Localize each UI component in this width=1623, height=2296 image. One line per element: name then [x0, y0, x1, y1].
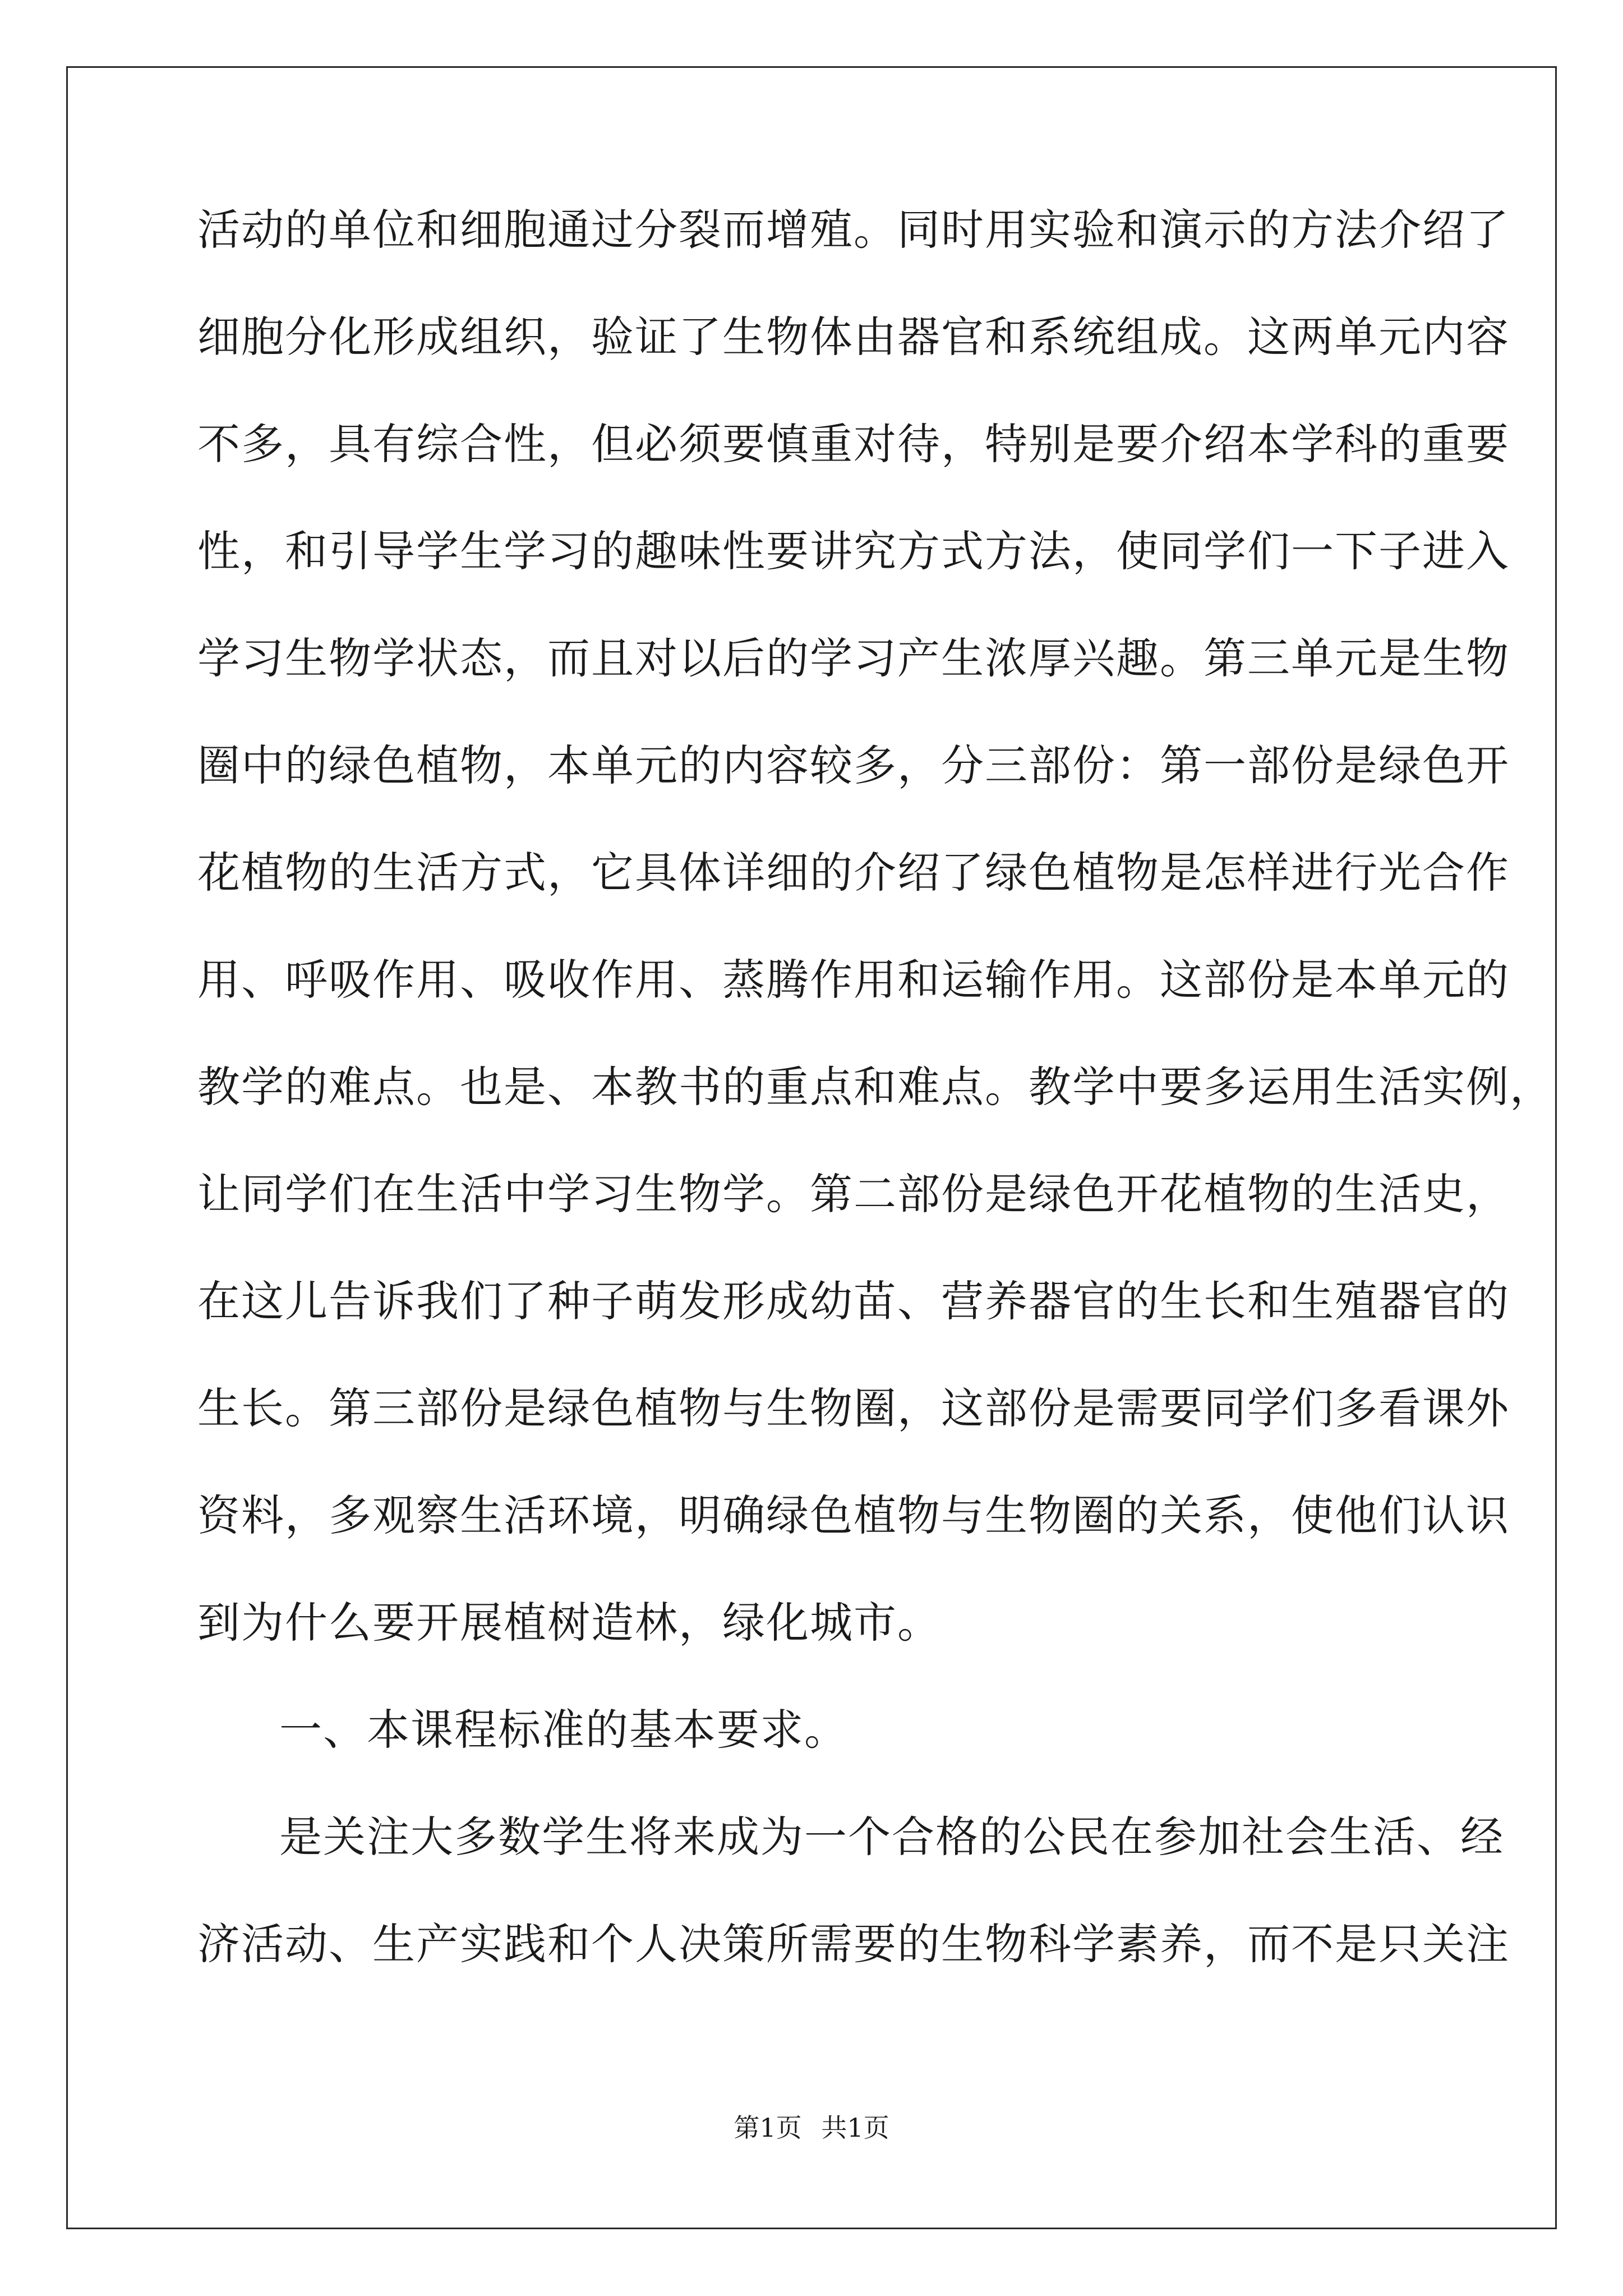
- page-number: 第1页: [734, 2113, 802, 2143]
- page-total: 共1页: [821, 2113, 889, 2143]
- document-body: [197, 205, 1553, 2030]
- page-footer: [0, 2115, 1623, 2141]
- text-line: 教学的难点。也是、本教书的重点和难点。教学中要多运用生活实例，: [197, 1062, 1553, 1112]
- text-line: 资料，多观察生活环境，明确绿色植物与生物圈的关系，使他们认识: [197, 1490, 1510, 1540]
- text-line: 是关注大多数学生将来成为一个合格的公民在参加社会生活、经: [279, 1812, 1504, 1862]
- text-line: 细胞分化形成组织，验证了生物体由器官和系统组成。这两单元内容: [197, 312, 1510, 362]
- section-heading: 一、本课程标准的基本要求。: [279, 1705, 848, 1755]
- text-line: 在这儿告诉我们了种子萌发形成幼苗、营养器官的生长和生殖器官的: [197, 1276, 1510, 1326]
- text-line: 到为什么要开展植树造林，绿化城市。: [197, 1598, 941, 1648]
- text-line: 用、呼吸作用、吸收作用、蒸腾作用和运输作用。这部份是本单元的: [197, 955, 1510, 1005]
- text-line: 学习生物学状态，而且对以后的学习产生浓厚兴趣。第三单元是生物: [197, 633, 1510, 683]
- text-line: 性，和引导学生学习的趣味性要讲究方式方法，使同学们一下子进入: [197, 526, 1510, 576]
- text-line: 让同学们在生活中学习生物学。第二部份是绿色开花植物的生活史，: [197, 1169, 1510, 1219]
- text-line: 不多，具有综合性，但必须要慎重对待，特别是要介绍本学科的重要: [197, 419, 1510, 469]
- text-line: 生长。第三部份是绿色植物与生物圈，这部份是需要同学们多看课外: [197, 1383, 1510, 1433]
- text-line: 圈中的绿色植物，本单元的内容较多，分三部份：第一部份是绿色开: [197, 740, 1510, 790]
- text-line: 花植物的生活方式，它具体详细的介绍了绿色植物是怎样进行光合作: [197, 848, 1510, 898]
- text-line: 活动的单位和细胞通过分裂而增殖。同时用实验和演示的方法介绍了: [197, 205, 1510, 255]
- text-line: 济活动、生产实践和个人决策所需要的生物科学素养，而不是只关注: [197, 1919, 1510, 1969]
